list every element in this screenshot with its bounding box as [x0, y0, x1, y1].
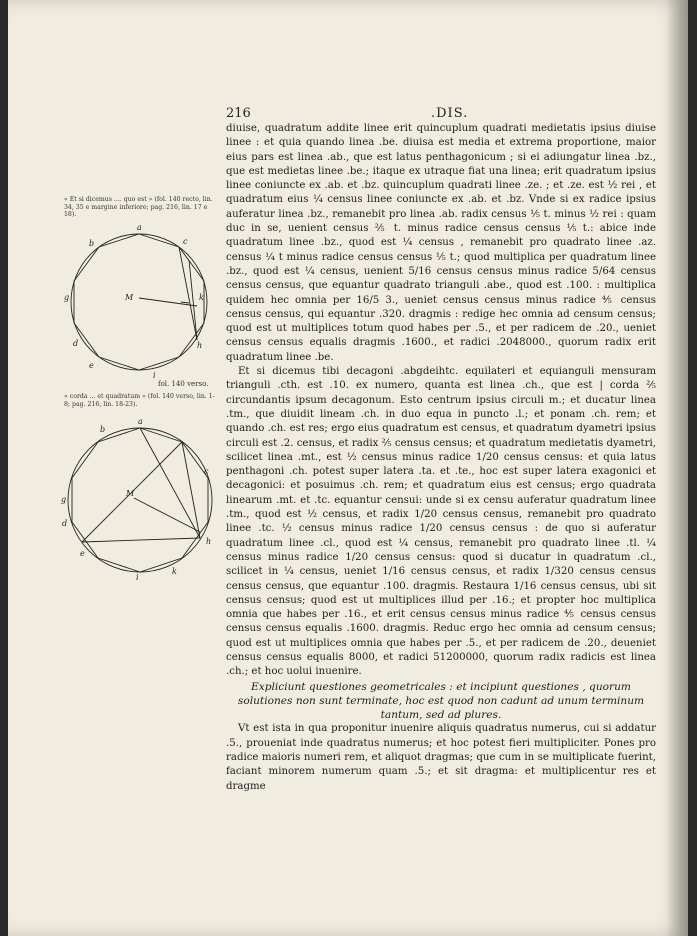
page-number: 216: [226, 106, 251, 121]
margin-note-1: « Et si dicemus .... quo est » (fol. 140 recto, lin. 34, 35 e margine inferiore; pag. 216, lin. 17 e 18).: [64, 196, 213, 219]
label-e: e: [89, 361, 94, 370]
label-h: h: [197, 341, 203, 350]
chord-line-2: [189, 260, 197, 340]
decagon-figure-2-svg: [60, 414, 220, 582]
radius-M: [134, 498, 200, 532]
label-i: i: [136, 573, 139, 582]
book-page: [8, 0, 688, 936]
main-text-block: [226, 122, 656, 794]
label-b: b: [89, 239, 95, 248]
label-M: M: [125, 293, 134, 302]
label-k: k: [199, 293, 204, 302]
paragraph-3: Vt est ista in qua proponitur inuenire aliquis quadratus numerus, cui si addatur .5., proueniat inde quadratus numerus; et hoc potest fieri multipliciter. Pones pro radice maioris numeri rem, et aliquot dragmas; que cum in se multiplicate fuerint, faciant minorem numerum quam .5.; et sit dragma: et multiplicentur res et dragme: [226, 723, 656, 792]
label-k: k: [172, 567, 177, 576]
decagon-figure-1: [63, 220, 215, 380]
label-d: d: [62, 519, 68, 528]
label-c: c: [204, 467, 209, 476]
short-tick: [181, 302, 189, 303]
label-g: g: [61, 495, 67, 504]
label-g: g: [64, 293, 70, 302]
label-a: a: [138, 417, 143, 426]
margin-note-2: « corda ... et quadratum » (fol. 140 verso, lin. 1-8; pag. 216, lin. 18-23).: [64, 393, 215, 408]
chord-d-h: [82, 538, 200, 542]
radius-line: [139, 298, 197, 306]
paragraph-2: Et si dicemus tibi decagoni .abgdeihtc. equilateri et equianguli mensuram trianguli .cth. est .10. ex numero, quanta est linea .ch., que est | corda ⅖ circundantis ipsum decagonum. Esto centrum ipsius circuli m.; et ducatur linea .tm., que diuidit lineam .ch. in duo equa in puncto .l.; et ponam .ch. rem; et quando .ch. est res; ergo eius quadratum est census, et quadratum dyametri ipsius circuli est .2. census, et radix ⅖ census census; et quadratum medietatis dyametri, scilicet linea .mt., est ½ census minus radice 1/20 census census: et quia latus penthagoni .ch. potest super latera .ta. et .te., hoc est super latera exagonici et decagonici: et posuimus .ch. rem; et quadratum eius est census; ergo quadrata linearum .mt. et .tc. equantur censui: unde si ex censu auferatur quadratum linee .tm., quod est ½ census, et radix 1/20 census census, remanebit pro quadrato linee .tc. ½ census minus radice 1/20 census census : de quo si auferatur quadratum linee .cl., quod est ¼ census, remanebit pro quadrato linee .tl. ¼ census minus radice 1/20 census census: quod si ducatur in quadratum .cl., scilicet in ¼ census, ueniet 1/16 census census, et radix 1/320 census census census census, que equantur .100. dragmis. Restaura 1/16 census census, ubi sit census census; quod est ut multiplices illud per .16.; et propter hoc multiplica omnia que habes per .16., et erit census census minus radice ⅘ census census census census equalis .1600. dragmis. Reduc ergo hec omnia ad censum census; quod est ut multiplices omnia que habes per .5., et per radicem de .20., deueniet census census equalis 8000, et radici 51200000, quorum radix radicis est linea .ch.; et hoc uolui inuenire.: [226, 366, 656, 678]
label-e: e: [80, 549, 85, 558]
label-d: d: [73, 339, 79, 348]
figure-caption-verso: fol. 140 verso.: [158, 380, 209, 388]
running-title: .DIS.: [431, 106, 469, 121]
circumscribed-circle: [71, 234, 207, 370]
decagon-figure-2: [60, 414, 220, 582]
paragraph-1: diuise, quadratum addite linee erit quincuplum quadrati medietatis ipsius diuise linee : et quia quando linea .be. diuisa est media et extrema proportione, maior eius pars est linea .ab., que est latus penthagonicum ; si ei adiungatur linea .bz., que est medietas linee .be.; itaque ex utraque fiat una linea; erit quadratum ipsius linee coniuncte ex .ab. et .bz. quincuplum quadrati linee .ze. ; et .ze. est ½ rei , et quadratum eius ¼ census linee coniuncte ex .ab. et .bz. Vnde si ex radice ipsius auferatur linea .bz., remanebit pro linea .ab. radix census ⅕ t. minus ½ rei : quam duc in se, uenient census ⅖ t. minus radice census census ⅕ t.: abice inde quadratum linee .bz., quod est ¼ census , remanebit pro quadrato linee .az. census ¼ t minus radice census census ⅕ t.; quod multiplica per quadratum linee .bz., quod est ¼ census, uenient 5/16 census census minus radice 5/64 census census census, que equantur quadrato trianguli .abe., quod est .100. : multiplica quidem hec omnia per 16/5 3., ueniet census census minus radice ⅘ census census census, qui equantur .320. dragmis : redige hec omnia ad censum census; quod est ut multiplices totum quod habes per .5., et per radicem de .20., ueniet census census equalis dragmis .1600., et radici .2048000., quorum radix erit quadratum linee .be.: [226, 123, 656, 363]
chord-a-h: [140, 428, 200, 538]
label-b: b: [100, 425, 106, 434]
label-i: i: [153, 371, 156, 380]
chord-line-1: [179, 247, 197, 340]
decagon-figure-1-svg: [63, 220, 215, 380]
section-heading: Expliciunt questiones geometricales : et incipiunt questiones , quorum solutiones non sunt terminate, hoc est quod non cadunt ad unum terminum tantum, sed ad plures.: [237, 680, 645, 722]
decagon-outline: [72, 428, 208, 572]
label-a: a: [137, 223, 142, 232]
label-M: M: [126, 489, 135, 498]
circumscribed-circle: [68, 428, 212, 572]
label-c: c: [183, 237, 188, 246]
label-h: h: [206, 537, 212, 546]
page-gutter-shadow: [666, 0, 688, 936]
